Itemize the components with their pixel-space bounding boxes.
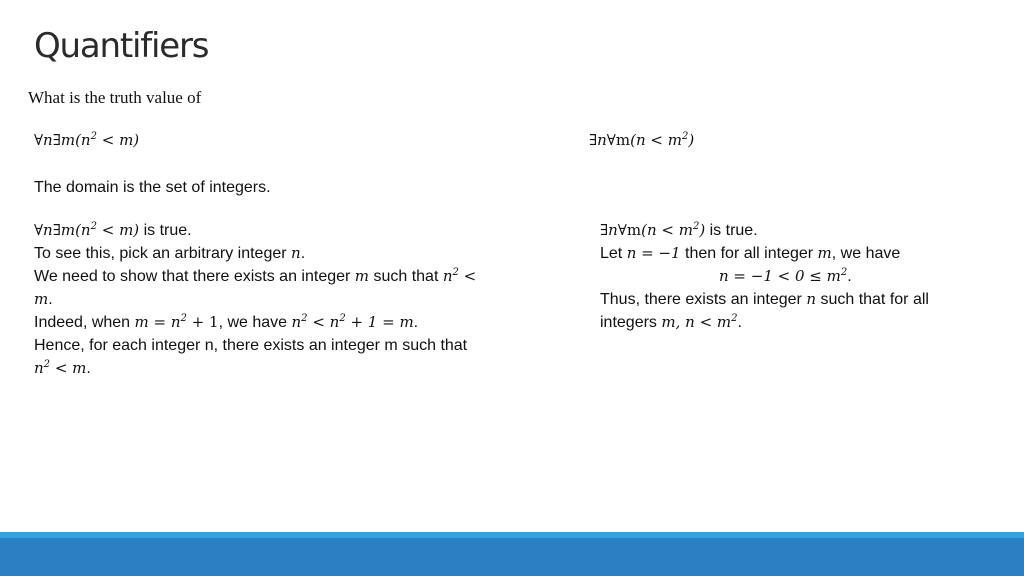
slide-title: Quantifiers — [34, 26, 209, 66]
right-line-3: $n = -1 < 0 \le m^2$. — [719, 267, 852, 285]
left-line-6: Hence, for each integer n, there exists an integer m such that — [34, 337, 468, 354]
right-proof — [600, 219, 1000, 334]
expression-left: $\forall n\exists m(n^2 < m)$ — [34, 131, 140, 149]
left-line-1: $\forall n\exists m(n^2 < m)$ is true. — [34, 221, 192, 239]
domain-statement: The domain is the set of integers. — [34, 179, 271, 196]
left-proof — [34, 219, 534, 380]
right-line-5: integers m, $n < m^2$. — [600, 313, 742, 331]
left-line-3: We need to show that there exists an integer m such that $n^2$ < — [34, 267, 477, 285]
slide-subtitle: What is the truth value of — [28, 88, 202, 107]
left-line-2: To see this, pick an arbitrary integer n. — [34, 244, 306, 262]
footer-bar — [0, 532, 1024, 576]
left-line-7: $n^2 < m$. — [34, 359, 91, 377]
right-line-4: Thus, there exists an integer n such that for all — [600, 290, 929, 308]
right-line-2: Let n = −1 then for all integer m, we have — [600, 244, 901, 262]
left-line-5: Indeed, when $m = n^2 + 1$, we have $n^2 < n^2 + 1 = m$. — [34, 313, 419, 331]
left-line-4: m. — [34, 290, 53, 308]
expression-right: ∃n∀m(n < $m^2$) — [589, 131, 695, 149]
right-line-1: ∃n∀m(n < $m^2$) is true. — [600, 221, 758, 239]
footer-bar-highlight — [0, 532, 1024, 538]
